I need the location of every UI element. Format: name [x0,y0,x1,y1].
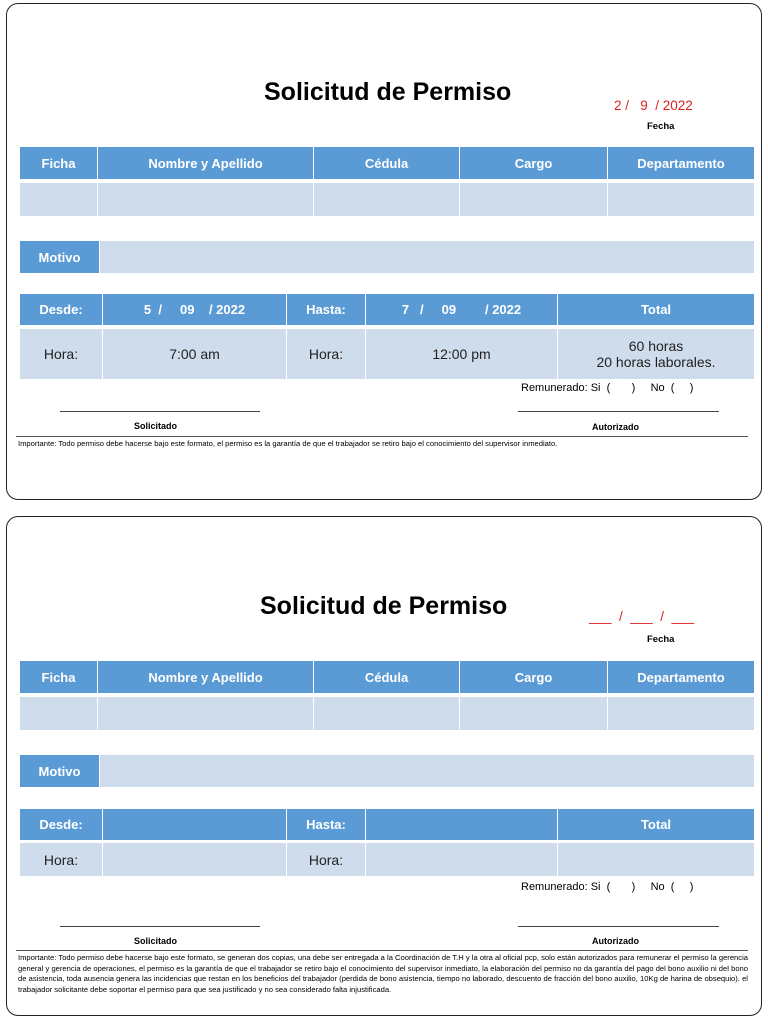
nombre-field[interactable] [98,697,313,730]
cedula-field[interactable] [314,183,459,216]
nombre-field[interactable] [98,183,313,216]
autorizado-signature-line [518,926,719,927]
fecha-label: Fecha [647,634,675,645]
fecha-label: Fecha [647,121,675,132]
solicitado-label: Solicitado [134,936,178,946]
solicitado-label: Solicitado [134,421,178,431]
total-field[interactable] [558,843,754,876]
departamento-field[interactable] [608,697,754,730]
cargo-field[interactable] [460,697,607,730]
motivo-field[interactable] [100,241,754,273]
desde-date-field[interactable] [103,809,286,840]
total-value [558,329,754,379]
hasta-label: Hasta: [287,809,365,840]
desde-date: 5 / 09 / 2022 [103,294,286,325]
motivo-field[interactable] [100,755,754,787]
form-title: Solicitud de Permiso [260,592,508,620]
form-title: Solicitud de Permiso [264,78,512,106]
desde-label: Desde: [20,294,102,325]
header-nombre: Nombre y Apellido [98,147,313,179]
hora-label-hasta: Hora: [287,329,365,379]
solicitado-signature-line [60,926,260,927]
hasta-date-field[interactable] [366,809,557,840]
divider [16,436,748,437]
hora-label-desde: Hora: [20,329,102,379]
hora-hasta-field[interactable] [366,843,557,876]
cargo-field[interactable] [460,183,607,216]
header-cargo: Cargo [460,147,607,179]
ficha-field[interactable] [20,697,97,730]
cedula-field[interactable] [314,697,459,730]
date-value: 2 / 9 / 2022 [614,98,693,113]
remunerado-options[interactable]: Remunerado: Si ( ) No ( ) [521,881,694,893]
header-departamento: Departamento [608,147,754,179]
hora-desde-field[interactable] [103,843,286,876]
divider [16,950,748,951]
header-nombre: Nombre y Apellido [98,661,313,693]
hasta-date: 7 / 09 / 2022 [366,294,557,325]
header-ficha: Ficha [20,147,97,179]
autorizado-label: Autorizado [592,422,639,432]
date-blank[interactable]: ___ / ___ / ___ [589,609,695,624]
solicitado-signature-line [60,411,260,412]
desde-label: Desde: [20,809,102,840]
total-label: Total [558,809,754,840]
motivo-label: Motivo [20,755,99,787]
autorizado-signature-line [518,411,719,412]
hora-hasta-value: 12:00 pm [366,329,557,379]
departamento-field[interactable] [608,183,754,216]
remunerado-options[interactable]: Remunerado: Si ( ) No ( ) [521,382,694,394]
hora-label-desde: Hora: [20,843,102,876]
autorizado-label: Autorizado [592,936,639,946]
header-cargo: Cargo [460,661,607,693]
hora-desde-value: 7:00 am [103,329,286,379]
ficha-field[interactable] [20,183,97,216]
total-hours: 60 horas [628,338,684,354]
motivo-label: Motivo [20,241,99,273]
importante-note: Importante: Todo permiso debe hacerse bajo este formato, el permiso es la garantía de que el trabajador se retiro bajo el conocimiento del supervisor inmediato. [18,439,558,448]
importante-note: Importante: Todo permiso debe hacerse bajo este formato, se generan dos copias, una debe ser entregada a la Coordinación de T.H y la otra al oficial pcp, solo están autorizados para remunerar el permiso la gerencia general y gerencia de operaciones, el permiso es la garantía de que el trabajador se retiro bajo el conocimiento del supervisor inmediato, la elaboración del permiso no da garantía del pago del bono auxilio ni del bono de asistencia, toda ausencia genera las incidencias que restan en los beneficios del trabajador (perdida de bono asistencia, tiempo no laborado, descuento de fracción del bono auxilio, 10Kg de harina de obsequio). el trabajador solicitante debe soportar el permiso para que sea justificado y no sea considerado falta injustificada. [18,953,748,994]
header-departamento: Departamento [608,661,754,693]
total-work-hours: 20 horas laborales. [596,354,716,370]
hasta-label: Hasta: [287,294,365,325]
hora-label-hasta: Hora: [287,843,365,876]
header-cedula: Cédula [314,661,459,693]
header-cedula: Cédula [314,147,459,179]
total-label: Total [558,294,754,325]
header-ficha: Ficha [20,661,97,693]
